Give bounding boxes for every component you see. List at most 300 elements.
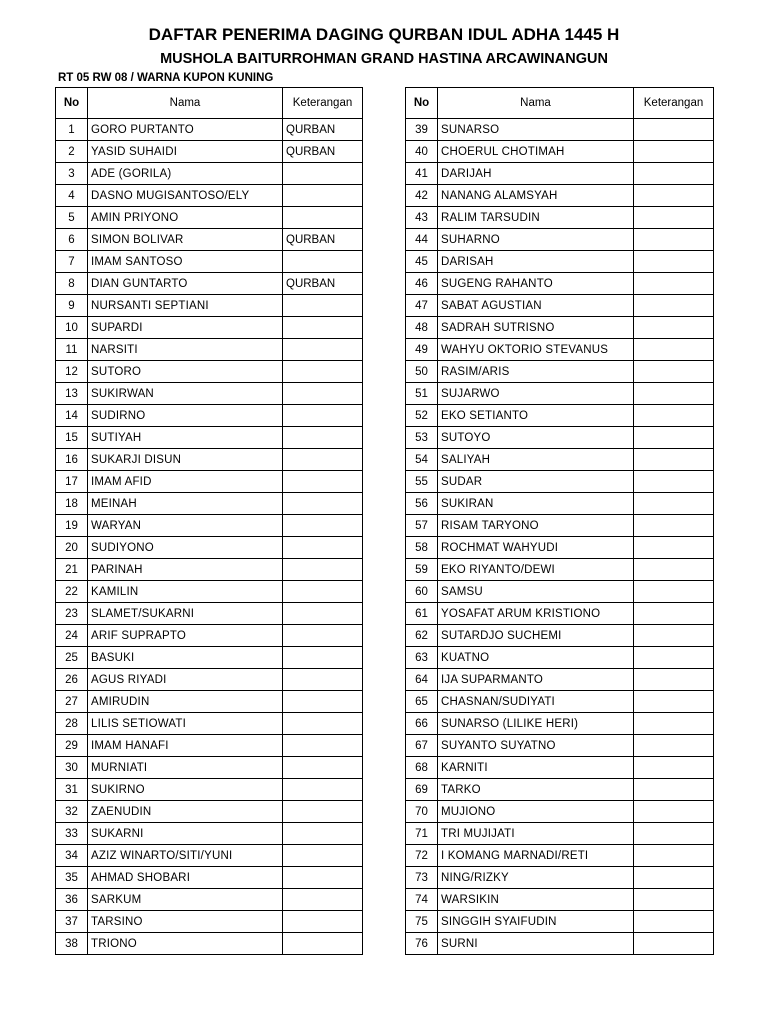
cell-keterangan (634, 933, 714, 955)
table-row (406, 911, 714, 933)
cell-no: 37 (56, 911, 88, 933)
cell-keterangan (634, 339, 714, 361)
cell-keterangan (283, 713, 363, 735)
cell-nama: ADE (GORILA) (88, 163, 283, 185)
cell-nama: SUDAR (438, 471, 634, 493)
table-row (56, 691, 363, 713)
table-row (56, 647, 363, 669)
cell-nama: IJA SUPARMANTO (438, 669, 634, 691)
cell-nama: SUTOYO (438, 427, 634, 449)
cell-no: 5 (56, 207, 88, 229)
cell-no: 41 (406, 163, 438, 185)
table-row (406, 735, 714, 757)
table-row (56, 163, 363, 185)
table-row (406, 889, 714, 911)
table-row (406, 317, 714, 339)
cell-keterangan (634, 911, 714, 933)
table-row (56, 251, 363, 273)
table-row (56, 779, 363, 801)
cell-no: 23 (56, 603, 88, 625)
table-row (406, 141, 714, 163)
cell-keterangan (634, 383, 714, 405)
cell-keterangan (634, 581, 714, 603)
cell-nama: KAMILIN (88, 581, 283, 603)
cell-keterangan (634, 427, 714, 449)
cell-no: 34 (56, 845, 88, 867)
cell-no: 55 (406, 471, 438, 493)
recipient-table-right (405, 87, 714, 955)
cell-no: 42 (406, 185, 438, 207)
cell-no: 20 (56, 537, 88, 559)
table-row (406, 515, 714, 537)
cell-keterangan (283, 361, 363, 383)
cell-no: 27 (56, 691, 88, 713)
cell-keterangan (634, 185, 714, 207)
table-row (56, 911, 363, 933)
cell-nama: BASUKI (88, 647, 283, 669)
cell-keterangan (283, 559, 363, 581)
cell-no: 38 (56, 933, 88, 955)
column-header-no: No (406, 88, 438, 119)
table-row (56, 317, 363, 339)
cell-no: 51 (406, 383, 438, 405)
table-row (406, 603, 714, 625)
cell-no: 47 (406, 295, 438, 317)
cell-nama: SUKIRNO (88, 779, 283, 801)
table-row (406, 801, 714, 823)
cell-nama: TARKO (438, 779, 634, 801)
cell-no: 9 (56, 295, 88, 317)
table-row (56, 119, 363, 141)
table-row (56, 383, 363, 405)
table-row (56, 471, 363, 493)
table-row (56, 669, 363, 691)
table-row (56, 229, 363, 251)
cell-keterangan (283, 207, 363, 229)
cell-keterangan (283, 185, 363, 207)
cell-nama: IMAM AFID (88, 471, 283, 493)
column-header-keterangan: Keterangan (634, 88, 714, 119)
cell-nama: SUGENG RAHANTO (438, 273, 634, 295)
cell-keterangan (634, 801, 714, 823)
table-row (406, 185, 714, 207)
cell-no: 18 (56, 493, 88, 515)
cell-no: 72 (406, 845, 438, 867)
table-row (406, 449, 714, 471)
cell-keterangan (634, 779, 714, 801)
cell-no: 71 (406, 823, 438, 845)
cell-nama: CHASNAN/SUDIYATI (438, 691, 634, 713)
table-row (406, 405, 714, 427)
cell-nama: SUDIYONO (88, 537, 283, 559)
cell-keterangan (634, 603, 714, 625)
cell-keterangan (634, 361, 714, 383)
cell-no: 4 (56, 185, 88, 207)
table-row (406, 867, 714, 889)
table-row (406, 229, 714, 251)
cell-keterangan (634, 163, 714, 185)
cell-nama: SUNARSO (438, 119, 634, 141)
cell-no: 1 (56, 119, 88, 141)
cell-keterangan (283, 317, 363, 339)
cell-keterangan (283, 889, 363, 911)
table-row (406, 845, 714, 867)
table-row (406, 471, 714, 493)
cell-keterangan (283, 383, 363, 405)
cell-no: 2 (56, 141, 88, 163)
cell-no: 54 (406, 449, 438, 471)
cell-nama: SUYANTO SUYATNO (438, 735, 634, 757)
table-row (56, 207, 363, 229)
cell-no: 31 (56, 779, 88, 801)
cell-keterangan: QURBAN (283, 119, 363, 141)
cell-keterangan (283, 405, 363, 427)
cell-keterangan (634, 295, 714, 317)
cell-nama: LILIS SETIOWATI (88, 713, 283, 735)
table-row (56, 625, 363, 647)
cell-keterangan (634, 845, 714, 867)
recipient-table-right-body (406, 119, 714, 955)
cell-no: 15 (56, 427, 88, 449)
cell-nama: KUATNO (438, 647, 634, 669)
column-header-nama: Nama (438, 88, 634, 119)
cell-nama: GORO PURTANTO (88, 119, 283, 141)
cell-keterangan (283, 515, 363, 537)
table-row (406, 625, 714, 647)
cell-keterangan (634, 141, 714, 163)
cell-no: 8 (56, 273, 88, 295)
cell-nama: TARSINO (88, 911, 283, 933)
cell-nama: EKO SETIANTO (438, 405, 634, 427)
cell-keterangan (634, 493, 714, 515)
cell-nama: RALIM TARSUDIN (438, 207, 634, 229)
cell-nama: DASNO MUGISANTOSO/ELY (88, 185, 283, 207)
cell-keterangan (634, 691, 714, 713)
table-row (56, 295, 363, 317)
cell-keterangan (283, 647, 363, 669)
cell-no: 30 (56, 757, 88, 779)
cell-nama: SINGGIH SYAIFUDIN (438, 911, 634, 933)
cell-no: 57 (406, 515, 438, 537)
table-header-row (406, 88, 714, 119)
cell-no: 17 (56, 471, 88, 493)
cell-nama: IMAM HANAFI (88, 735, 283, 757)
cell-keterangan (283, 625, 363, 647)
cell-nama: I KOMANG MARNADI/RETI (438, 845, 634, 867)
cell-nama: CHOERUL CHOTIMAH (438, 141, 634, 163)
table-row (56, 515, 363, 537)
recipient-table-left (55, 87, 363, 955)
cell-keterangan (634, 625, 714, 647)
cell-keterangan (283, 339, 363, 361)
table-row (406, 207, 714, 229)
cell-keterangan (634, 713, 714, 735)
cell-keterangan (283, 163, 363, 185)
cell-no: 36 (56, 889, 88, 911)
cell-nama: SUNARSO (LILIKE HERI) (438, 713, 634, 735)
cell-keterangan (283, 251, 363, 273)
table-row (406, 251, 714, 273)
cell-nama: WAHYU OKTORIO STEVANUS (438, 339, 634, 361)
cell-no: 11 (56, 339, 88, 361)
cell-nama: AGUS RIYADI (88, 669, 283, 691)
cell-no: 66 (406, 713, 438, 735)
cell-nama: NARSITI (88, 339, 283, 361)
cell-no: 21 (56, 559, 88, 581)
cell-no: 69 (406, 779, 438, 801)
table-row (56, 141, 363, 163)
cell-nama: KARNITI (438, 757, 634, 779)
column-header-no: No (56, 88, 88, 119)
cell-keterangan (634, 647, 714, 669)
cell-no: 44 (406, 229, 438, 251)
cell-no: 70 (406, 801, 438, 823)
table-row (56, 867, 363, 889)
table-row (406, 493, 714, 515)
table-row (406, 427, 714, 449)
table-row (56, 449, 363, 471)
cell-nama: NANANG ALAMSYAH (438, 185, 634, 207)
cell-no: 3 (56, 163, 88, 185)
document-title: DAFTAR PENERIMA DAGING QURBAN IDUL ADHA 1445 H (148, 25, 620, 44)
table-row (56, 537, 363, 559)
cell-keterangan (283, 427, 363, 449)
cell-keterangan (634, 757, 714, 779)
cell-no: 50 (406, 361, 438, 383)
cell-keterangan (634, 251, 714, 273)
cell-nama: MEINAH (88, 493, 283, 515)
table-row (406, 361, 714, 383)
cell-keterangan (283, 933, 363, 955)
cell-keterangan (634, 669, 714, 691)
table-row (56, 757, 363, 779)
table-row (56, 339, 363, 361)
table-row (406, 647, 714, 669)
cell-nama: SIMON BOLIVAR (88, 229, 283, 251)
cell-nama: DARIJAH (438, 163, 634, 185)
cell-nama: RASIM/ARIS (438, 361, 634, 383)
cell-no: 14 (56, 405, 88, 427)
cell-no: 63 (406, 647, 438, 669)
cell-no: 7 (56, 251, 88, 273)
table-row (406, 339, 714, 361)
cell-keterangan (283, 823, 363, 845)
cell-nama: WARSIKIN (438, 889, 634, 911)
cell-keterangan: QURBAN (283, 229, 363, 251)
table-row (406, 163, 714, 185)
cell-keterangan: QURBAN (283, 141, 363, 163)
cell-no: 28 (56, 713, 88, 735)
cell-no: 53 (406, 427, 438, 449)
cell-nama: SAMSU (438, 581, 634, 603)
cell-no: 45 (406, 251, 438, 273)
table-row (406, 559, 714, 581)
cell-no: 60 (406, 581, 438, 603)
cell-keterangan (634, 515, 714, 537)
cell-no: 10 (56, 317, 88, 339)
table-row (406, 295, 714, 317)
cell-no: 75 (406, 911, 438, 933)
cell-keterangan (634, 207, 714, 229)
cell-nama: SUHARNO (438, 229, 634, 251)
cell-nama: AMIRUDIN (88, 691, 283, 713)
cell-keterangan (634, 405, 714, 427)
cell-nama: SURNI (438, 933, 634, 955)
table-row (56, 889, 363, 911)
cell-keterangan (283, 845, 363, 867)
cell-no: 43 (406, 207, 438, 229)
cell-nama: SUKARJI DISUN (88, 449, 283, 471)
cell-no: 62 (406, 625, 438, 647)
cell-keterangan: QURBAN (283, 273, 363, 295)
cell-nama: AMIN PRIYONO (88, 207, 283, 229)
cell-nama: SUKIRAN (438, 493, 634, 515)
cell-keterangan (283, 757, 363, 779)
table-row (56, 603, 363, 625)
cell-keterangan (283, 779, 363, 801)
table-row (56, 845, 363, 867)
cell-nama: SUKIRWAN (88, 383, 283, 405)
cell-no: 29 (56, 735, 88, 757)
cell-keterangan (634, 449, 714, 471)
cell-no: 13 (56, 383, 88, 405)
cell-keterangan (283, 801, 363, 823)
cell-no: 73 (406, 867, 438, 889)
cell-no: 67 (406, 735, 438, 757)
cell-nama: SUJARWO (438, 383, 634, 405)
cell-no: 52 (406, 405, 438, 427)
cell-nama: SARKUM (88, 889, 283, 911)
table-header-row (56, 88, 363, 119)
table-row (56, 559, 363, 581)
table-row (406, 537, 714, 559)
table-row (56, 801, 363, 823)
cell-no: 35 (56, 867, 88, 889)
recipient-table-left-body (56, 119, 363, 955)
table-row (56, 185, 363, 207)
cell-no: 49 (406, 339, 438, 361)
cell-nama: ZAENUDIN (88, 801, 283, 823)
cell-no: 48 (406, 317, 438, 339)
cell-no: 68 (406, 757, 438, 779)
cell-keterangan (283, 471, 363, 493)
cell-keterangan (283, 493, 363, 515)
cell-keterangan (634, 889, 714, 911)
cell-nama: SALIYAH (438, 449, 634, 471)
table-row (56, 405, 363, 427)
cell-keterangan (283, 911, 363, 933)
cell-keterangan (634, 119, 714, 141)
cell-nama: NING/RIZKY (438, 867, 634, 889)
cell-keterangan (283, 691, 363, 713)
cell-no: 25 (56, 647, 88, 669)
cell-nama: EKO RIYANTO/DEWI (438, 559, 634, 581)
cell-no: 19 (56, 515, 88, 537)
table-row (56, 493, 363, 515)
cell-no: 32 (56, 801, 88, 823)
cell-no: 6 (56, 229, 88, 251)
cell-no: 74 (406, 889, 438, 911)
cell-no: 39 (406, 119, 438, 141)
table-row (406, 669, 714, 691)
cell-nama: DIAN GUNTARTO (88, 273, 283, 295)
cell-keterangan (634, 735, 714, 757)
cell-keterangan (283, 295, 363, 317)
cell-keterangan (634, 823, 714, 845)
table-row (56, 713, 363, 735)
table-row (56, 273, 363, 295)
cell-keterangan (283, 581, 363, 603)
cell-no: 61 (406, 603, 438, 625)
table-row (56, 933, 363, 955)
table-row (406, 273, 714, 295)
cell-nama: SUTORO (88, 361, 283, 383)
cell-nama: SLAMET/SUKARNI (88, 603, 283, 625)
cell-no: 16 (56, 449, 88, 471)
table-row (406, 713, 714, 735)
table-row (406, 691, 714, 713)
cell-nama: MUJIONO (438, 801, 634, 823)
table-row (406, 933, 714, 955)
cell-nama: AZIZ WINARTO/SITI/YUNI (88, 845, 283, 867)
cell-nama: MURNIATI (88, 757, 283, 779)
table-row (56, 581, 363, 603)
cell-keterangan (634, 471, 714, 493)
rt-rw-coupon-label: RT 05 RW 08 / WARNA KUPON KUNING (58, 72, 274, 84)
cell-nama: DARISAH (438, 251, 634, 273)
cell-nama: TRIONO (88, 933, 283, 955)
cell-keterangan (634, 867, 714, 889)
cell-keterangan (634, 537, 714, 559)
cell-keterangan (634, 273, 714, 295)
cell-nama: SADRAH SUTRISNO (438, 317, 634, 339)
cell-keterangan (283, 867, 363, 889)
cell-nama: IMAM SANTOSO (88, 251, 283, 273)
cell-no: 40 (406, 141, 438, 163)
cell-no: 46 (406, 273, 438, 295)
table-row (406, 383, 714, 405)
cell-no: 65 (406, 691, 438, 713)
cell-nama: SUDIRNO (88, 405, 283, 427)
column-header-keterangan: Keterangan (283, 88, 363, 119)
cell-keterangan (283, 669, 363, 691)
cell-no: 56 (406, 493, 438, 515)
cell-nama: NURSANTI SEPTIANI (88, 295, 283, 317)
table-row (56, 823, 363, 845)
cell-no: 76 (406, 933, 438, 955)
cell-nama: TRI MUJIJATI (438, 823, 634, 845)
cell-no: 22 (56, 581, 88, 603)
cell-keterangan (634, 229, 714, 251)
cell-keterangan (634, 317, 714, 339)
cell-keterangan (283, 735, 363, 757)
cell-no: 58 (406, 537, 438, 559)
cell-no: 64 (406, 669, 438, 691)
table-row (406, 779, 714, 801)
cell-no: 24 (56, 625, 88, 647)
table-row (406, 581, 714, 603)
table-row (56, 427, 363, 449)
cell-nama: SUTIYAH (88, 427, 283, 449)
cell-no: 33 (56, 823, 88, 845)
cell-no: 59 (406, 559, 438, 581)
table-row (406, 119, 714, 141)
cell-nama: AHMAD SHOBARI (88, 867, 283, 889)
cell-nama: YOSAFAT ARUM KRISTIONO (438, 603, 634, 625)
cell-nama: YASID SUHAIDI (88, 141, 283, 163)
cell-nama: ROCHMAT WAHYUDI (438, 537, 634, 559)
cell-nama: PARINAH (88, 559, 283, 581)
